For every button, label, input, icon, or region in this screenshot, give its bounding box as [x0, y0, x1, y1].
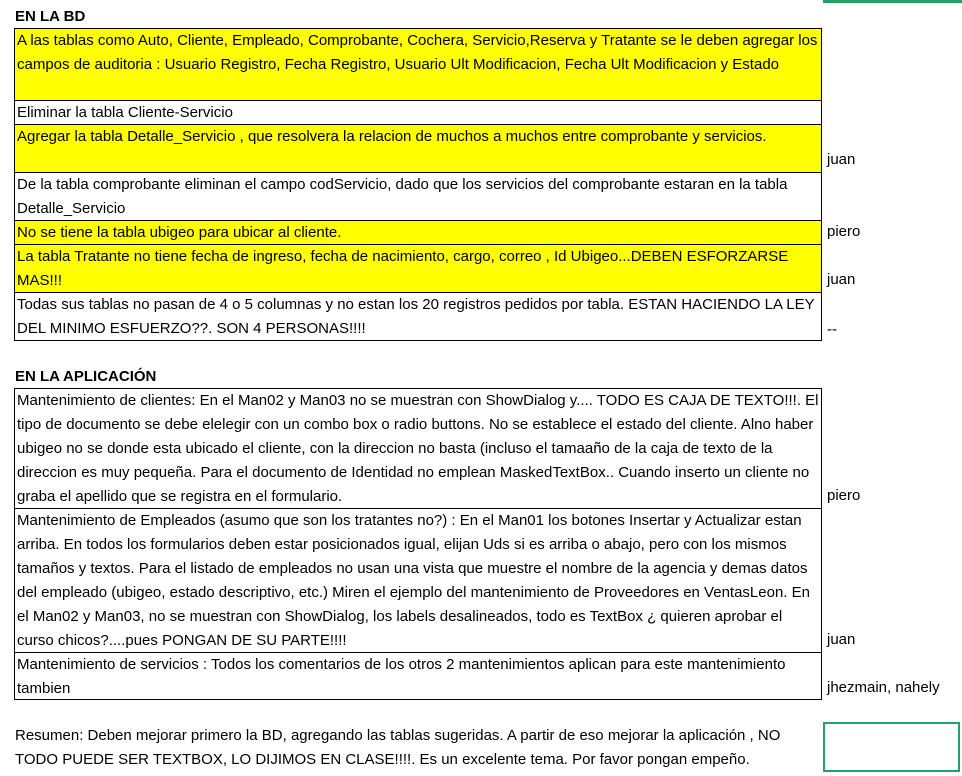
- bd-row-3[interactable]: Agregar la tabla Detalle_Servicio , que resolvera la relacion de muchos a muchos entre comprobante y servicios.: [14, 124, 822, 173]
- section-title-app[interactable]: EN LA APLICACIÓN: [15, 368, 157, 385]
- app-row-2-assignee[interactable]: juan: [827, 631, 856, 648]
- bd-row-7[interactable]: Todas sus tablas no pasan de 4 o 5 columnas y no estan los 20 registros pedidos por tabla. ESTAN HACIENDO LA LEY DEL MINIMO ESFUERZO??. SON 4 PERSONAS!!!!: [14, 292, 822, 341]
- app-row-1-assignee[interactable]: piero: [827, 487, 861, 504]
- cell-selection-top-edge: [823, 0, 962, 3]
- app-row-3[interactable]: Mantenimiento de servicios : Todos los comentarios de los otros 2 mantenimientos aplican para este mantenimiento tambien: [14, 652, 822, 700]
- bd-row-6[interactable]: La tabla Tratante no tiene fecha de ingreso, fecha de nacimiento, cargo, correo , Id Ubigeo...DEBEN ESFORZARSE MAS!!!: [14, 244, 822, 293]
- bd-row-5[interactable]: No se tiene la tabla ubigeo para ubicar al cliente.: [14, 220, 822, 245]
- section-title-bd[interactable]: EN LA BD: [15, 8, 86, 25]
- bd-row-7-assignee[interactable]: --: [827, 321, 837, 338]
- bd-row-5-assignee[interactable]: piero: [827, 223, 861, 240]
- bd-row-4[interactable]: De la tabla comprobante eliminan el campo codServicio, dado que los servicios del comprobante estaran en la tabla Detalle_Servicio: [14, 172, 822, 221]
- bd-row-1[interactable]: A las tablas como Auto, Cliente, Empleado, Comprobante, Cochera, Servicio,Reserva y Tratante se le deben agregar los campos de auditoria : Usuario Registro, Fecha Registro, Usuario Ult Modificacion, Fecha Ult Modificacion y Estado: [14, 28, 822, 101]
- bd-row-6-assignee[interactable]: juan: [827, 271, 856, 288]
- active-cell-selection[interactable]: [823, 722, 960, 772]
- bd-row-2[interactable]: Eliminar la tabla Cliente-Servicio: [14, 100, 822, 125]
- app-row-3-assignee[interactable]: jhezmain, nahely: [827, 679, 940, 696]
- bd-row-3-assignee[interactable]: juan: [827, 151, 856, 168]
- summary-text[interactable]: Resumen: Deben mejorar primero la BD, agregando las tablas sugeridas. A partir de eso mejorar la aplicación , NO TODO PUEDE SER TEXTBOX, LO DIJIMOS EN CLASE!!!!. Es un excelente tema. Por favor pongan empeño.: [15, 727, 781, 768]
- app-row-2[interactable]: Mantenimiento de Empleados (asumo que son los tratantes no?) : En el Man01 los botones Insertar y Actualizar estan arriba. En todos los formularios deben estar posicionados igual, elijan Uds si es arriba o abajo, pero con los mismos tamaños y textos. Para el listado de empleados no usan una vista que muestre el nombre de la agencia y demas datos del empleado (ubigeo, estado descriptivo, etc.) Miren el ejemplo del mantenimiento de Proveedores en VentasLeon. En el Man02 y Man03, no se muestran con ShowDialog, los labels desalineados, todo es TextBox ¿ quieren aprobar el curso chicos?....pues PONGAN DE SU PARTE!!!!: [14, 508, 822, 653]
- app-row-1[interactable]: Mantenimiento de clientes: En el Man02 y Man03 no se muestran con ShowDialog y.... TODO ES CAJA DE TEXTO!!!. El tipo de documento se debe elelegir con un combo box o radio buttons. No se establece el estado del cliente. Alno haber ubigeo no se donde esta ubicado el cliente, con la direccion no basta (incluso el tamaaño de la caja de texto de la direccion es muy pequeña. Para el documento de Identidad no emplean MaskedTextBox.. Cuando inserto un cliente no graba el apellido que se registra en el formulario.: [14, 388, 822, 509]
